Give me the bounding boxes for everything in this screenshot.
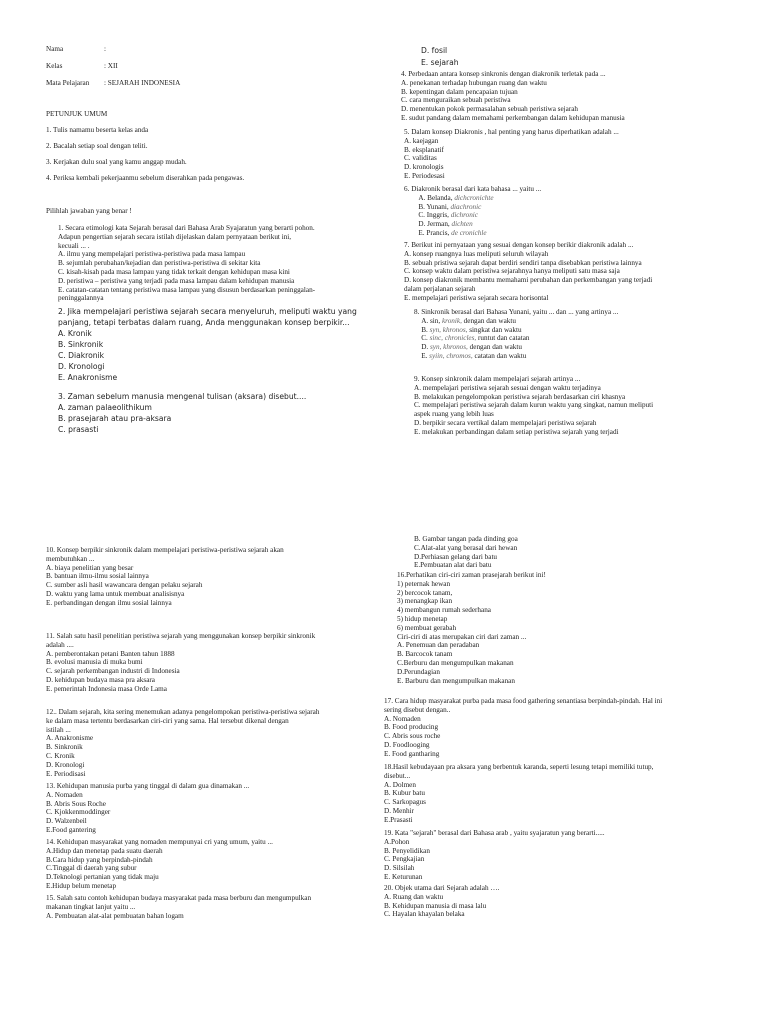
q-option: B.Cara hidup yang berpindah-pindah	[46, 855, 153, 864]
q-option: C.Tinggal di daerah yang subur	[46, 864, 137, 873]
q-line: kecuali ... .	[58, 241, 90, 250]
q-option: A. Nomaden	[46, 790, 83, 799]
petunjuk-item: 4. Periksa kembali pekerjaanmu sebelum diserahkan pada pengawas.	[46, 174, 245, 182]
option-rest: runtut dan catatan	[476, 334, 530, 343]
q-line: makanan tingkat lanjut yaitu ...	[46, 902, 136, 911]
q-option: aspek ruang yang lebih luas	[414, 410, 494, 419]
petunjuk-title: PETUNJUK UMUM	[46, 110, 108, 118]
q-option: C. sejarah perkembangan industri di Indonesia	[46, 667, 180, 676]
q-option: E.Food gantering	[46, 825, 96, 834]
q-option: D.Teknologi pertanian yang tidak maju	[46, 873, 159, 882]
q-line: 15. Salah satu contoh kehidupan budaya masyarakat pada masa berburu dan mengumpulkan	[46, 894, 312, 902]
q-option: C.Berburu dan mengumpulkan makanan	[397, 658, 514, 667]
q-line: 10. Konsep berpikir sinkronik dalam mempelajari peristiwa-peristiwa sejarah akan	[46, 546, 284, 554]
q-option: C. Pengkajian	[384, 855, 425, 864]
option-italic: dichronic	[450, 211, 478, 220]
option-italic: sinc, chronicles,	[429, 334, 477, 343]
q-option: E. Anakronisme	[58, 373, 118, 382]
option-label: D. Jerman,	[418, 220, 452, 229]
q-option: D. berpikir secara vertikal dalam mempelajari peristiwa sejarah	[414, 418, 597, 427]
q-line: E. catatan-catatan tentang peristiwa masa lampau yang disusun berdasarkan peninggalan-	[58, 285, 316, 294]
q-option: D. kehidupan budaya masa pra aksara	[46, 675, 155, 684]
q-option: C. Kjokkenmoddinger	[46, 808, 111, 817]
option-rest: dengan dan waktu	[461, 316, 516, 325]
option-label: C.	[421, 334, 430, 343]
q-line: D. peristiwa – peristiwa yang terjadi pada masa lampau dalam kehidupan manusia	[58, 276, 295, 285]
question-16	[397, 571, 737, 685]
q-option: C. sumber asli hasil wawancara dengan pelaku sejarah	[46, 581, 203, 590]
q-item: 6) membuat gerabah	[397, 623, 457, 632]
q-line: C. kisah-kisah pada masa lampau yang tidak terkait dengan kehidupan masa kini	[58, 267, 290, 276]
q-option: E. Periodisasi	[46, 769, 86, 778]
q-line: 12.. Dalam sejarah, kita sering menemukan adanya pengelompokan peristiwa-peristiwa sejarah	[46, 708, 320, 716]
q-line: Adapun pengertian sejarah secara istilah dijelaskan dalam pernyataan berikut ini,	[58, 232, 292, 241]
q-option: B. Kubur batu	[384, 789, 425, 798]
q-line: disebut...	[384, 771, 411, 780]
q-option: B. sebuah pristiwa sejarah dapat berdiri sendiri tanpa disebabkan peristiwa lainnya	[404, 258, 642, 267]
q-option: A. Penemuan dan peradaban	[397, 641, 480, 650]
q-option: B. Sinkronik	[46, 743, 83, 752]
q-line: Ciri-ciri di atas merupakan ciri dari zaman ...	[397, 632, 527, 641]
q-option: B. Kehidupan manusia di masa lalu	[384, 901, 487, 910]
q-option: A. zaman palaeolithikum	[58, 403, 152, 412]
nama-label: Nama	[46, 45, 64, 53]
petunjuk-item: 3. Kerjakan dulu soal yang kamu anggap mudah.	[46, 158, 187, 166]
q-line: 16.Perhatikan ciri-ciri zaman prasejarah berikut ini!	[397, 571, 546, 579]
q-option: D. Kronologi	[58, 362, 105, 371]
q-option: B. kepentingan dalam pencapaian tujuan	[401, 87, 518, 96]
question-3	[58, 391, 388, 435]
q-option: D. Silsilah	[384, 864, 415, 873]
q-option: E. Food gantharing	[384, 749, 440, 758]
question-4	[401, 70, 741, 123]
q-line: A. ilmu yang mempelajari peristiwa-peristiwa pada masa lampau	[58, 250, 246, 259]
q-line: peninggalannya	[58, 294, 104, 303]
q-option: B. evolusi manusia di muka bumi	[46, 658, 143, 667]
option-italic: diachronic	[450, 202, 482, 211]
instruction: Pilihlah jawaban yang benar !	[46, 207, 132, 215]
q-option: C. validitas	[404, 154, 437, 163]
q-line: 13. Kehidupan manusia purba yang tinggal di dalam gua dinamakan ...	[46, 782, 250, 790]
q-option: C. Abris sous roche	[384, 732, 441, 741]
option-label: C. Inggris,	[418, 211, 451, 220]
q-option: C. konsep waktu dalam peristiwa sejarahnya hanya meliputi satu masa saja	[404, 267, 620, 276]
option-italic: syn, khronos,	[429, 325, 468, 334]
question-6	[404, 185, 744, 238]
q-item: 5) hidup menetap	[397, 614, 448, 623]
question-5	[404, 128, 744, 181]
q-option	[414, 326, 749, 335]
option-label: D.	[421, 343, 430, 352]
question-10	[46, 546, 376, 608]
option-rest: catatan dan waktu	[472, 351, 527, 360]
q-option: E. Periodesasi	[404, 171, 445, 180]
question-2	[58, 306, 388, 383]
question-8	[414, 308, 749, 361]
question-19	[384, 829, 744, 882]
q-option: B. Sinkronik	[58, 340, 104, 349]
q-option: A. biaya penelitian yang besar	[46, 563, 134, 572]
header-row-kelas	[46, 62, 346, 79]
q-option: D. fosil	[421, 46, 448, 55]
option-italic: dichten	[451, 220, 473, 229]
question-14	[46, 838, 376, 891]
q-option: B. eksplanatif	[404, 145, 444, 154]
mapel-value: : SEJARAH INDONESIA	[104, 79, 181, 87]
header-row-nama	[46, 45, 346, 62]
q-option: C. prasasti	[58, 425, 99, 434]
q-option: E. mempelajari peristiwa sejarah secara horisontal	[404, 293, 549, 302]
q-option: D. menentukan pokok permasalahan sebuah peristiwa sejarah	[401, 105, 579, 114]
q-option: E.Hidup belum menetap	[46, 881, 117, 890]
question-15-continued	[414, 535, 734, 570]
q-option	[404, 229, 744, 238]
q-option: A.Hidup dan menetap pada suatu daerah	[46, 846, 163, 855]
q-option: C. Diakronik	[58, 351, 105, 360]
q-item: 4) membangun rumah sederhana	[397, 606, 492, 615]
question-7	[404, 241, 749, 303]
q-option: C. Sarkopagus	[384, 798, 426, 807]
q-option: E. Keturunan	[384, 872, 423, 881]
question-17	[384, 697, 744, 759]
q-option: C.Alat-alat yang berasal dari hewan	[414, 543, 518, 552]
q-option: D. Foodlooging	[384, 740, 430, 749]
option-label: B.	[421, 325, 430, 334]
q-item: 2) bercocok tanam,	[397, 588, 453, 597]
q-option: B. Penyelidikan	[384, 846, 430, 855]
option-label: B. Yunani,	[418, 202, 451, 211]
petunjuk-item: 1. Tulis namamu beserta kelas anda	[46, 126, 149, 134]
q-option: D.Perundagian	[397, 667, 440, 676]
q-line: 9. Konsep sinkronik dalam mempelajari sejarah artinya ...	[414, 375, 581, 383]
q-option: C. cara menguraikan sebuah peristiwa	[401, 96, 511, 105]
q-option	[404, 203, 744, 212]
q-line: 5. Dalam konsep Diakronis , hal penting yang harus diperhatikan adalah ...	[404, 128, 619, 136]
question-18	[384, 763, 744, 825]
q-option: C. Hayalan khayalan belaka	[384, 910, 465, 919]
q-line: membutuhkan ...	[46, 554, 95, 563]
q-option	[404, 211, 744, 220]
q-option: C. mempelajari peristiwa sejarah dalam kurun waktu yang singkat, namun meliputi	[414, 401, 654, 410]
option-label: A. sin,	[421, 316, 442, 325]
q-line: B. sejumlah perubahan/kejadian dan peristiwa-peristiwa di sekitar kita	[58, 259, 261, 268]
q-line: 17. Cara hidup masyarakat purba pada masa food gathering senantiasa berpindah-pindah. Hal ini	[384, 697, 663, 705]
q-option: E.Prasasti	[384, 815, 413, 824]
question-12	[46, 708, 376, 778]
q-option: E. pemerintah Indonesia masa Orde Lama	[46, 684, 167, 693]
q-option: dalam perjalanan sejarah	[404, 284, 476, 293]
q-line: 3. Zaman sebelum manusia mengenal tulisan (aksara) disebut....	[58, 392, 307, 401]
q-option: A. Pembuatan alat-alat pembuatan bahan logam	[46, 911, 184, 920]
option-italic: de cronichle	[451, 228, 487, 237]
q-option: A. penekanan terhadap hubungan ruang dan waktu	[401, 78, 547, 87]
q-option	[404, 194, 744, 203]
question-3-continued	[421, 45, 541, 69]
header-fields	[46, 45, 346, 96]
q-line: 18.Hasil kebudayaan pra aksara yang berbentuk karanda, seperti lesung tetapi memiliki tutup,	[384, 763, 654, 771]
q-line: ke dalam masa tertentu berdasarkan ciri-ciri yang sama. Hal tersebut dikenal dengan	[46, 716, 289, 725]
option-italic: syiin, chromos,	[429, 351, 473, 360]
option-italic: syn, khronos,	[429, 343, 468, 352]
q-option: A. Dolmen	[384, 780, 416, 789]
option-italic: kronik,	[441, 316, 462, 325]
kelas-value: : XII	[104, 62, 118, 70]
q-line: panjang, tetapi terbatas dalam ruang, Anda menggunakan konsep berpikir...	[58, 318, 350, 327]
q-line: 7. Berikut ini pernyataan yang sesuai dengan konsep berikir diakronik adalah ...	[404, 241, 634, 249]
q-option: A. kaejagan	[404, 136, 439, 145]
q-line: 1. Secara etimologi kata Sejarah berasal dari Bahasa Arab Syajaratun yang berarti pohon.	[58, 224, 315, 232]
q-option: E. sejarah	[421, 58, 459, 67]
q-option: B. Barcocok tanam	[397, 650, 453, 659]
q-item: 3) menangkap ikan	[397, 597, 453, 606]
q-option: A.Pohon	[384, 837, 410, 846]
q-item: 1) peternak hewan	[397, 579, 451, 588]
q-option: D.Perhiasan gelang dari batu	[414, 552, 498, 561]
q-option: B. melakukan pengelompokan peristiwa sejarah berdasarkan ciri khasnya	[414, 392, 626, 401]
question-11	[46, 632, 376, 694]
question-9	[414, 375, 749, 437]
option-rest: dengan dan waktu	[467, 343, 522, 352]
q-option: A. pemberontakan petani Banten tahun 1888	[46, 649, 175, 658]
q-line: 6. Diakronik berasal dari kata bahasa ... yaitu ...	[404, 185, 542, 193]
option-label: E.	[421, 351, 430, 360]
q-line: adalah ....	[46, 640, 74, 649]
question-13	[46, 782, 376, 835]
q-line: 20. Objek utama dari Sejarah adalah ….	[384, 884, 500, 892]
q-option	[404, 220, 744, 229]
q-option: E.Pembuatan alat dari batu	[414, 561, 492, 570]
q-option	[414, 317, 749, 326]
nama-value: :	[104, 45, 106, 53]
q-line: istilah ...	[46, 725, 71, 734]
header-row-mapel	[46, 79, 346, 96]
petunjuk-item: 2. Bacalah setiap soal dengan teliti.	[46, 142, 148, 150]
q-option: A. Nomaden	[384, 714, 421, 723]
q-option: D. Walzenbeil	[46, 817, 87, 826]
q-line: sering disebut dengan..	[384, 705, 451, 714]
kelas-label: Kelas	[46, 62, 63, 70]
q-option: D. Menhir	[384, 806, 414, 815]
q-option: B. Gambar tangan pada dinding goa	[414, 535, 518, 543]
q-line: 2. Jika mempelajari peristiwa sejarah secara menyeluruh, meliputi waktu yang	[58, 307, 357, 316]
q-option: D. konsep diakronik membantu memahami perubahan dan perkembangan yang terjadi	[404, 276, 653, 285]
q-line: 11. Salah satu hasil penelitian peristiwa sejarah yang menggunakan konsep berpikir sinkronik	[46, 632, 316, 640]
q-option: E. melakukan perbandingan dalam setiap peristiwa sejarah yang terjadi	[414, 427, 619, 436]
mapel-label: Mata Pelajaran	[46, 79, 90, 87]
q-option: D. Kronologi	[46, 760, 85, 769]
q-option: D. waktu yang lama untuk membuat analisisnya	[46, 589, 185, 598]
q-option: A. mempelajari peristiwa sejarah sesuai dengan waktu terjadinya	[414, 383, 601, 392]
option-rest: singkat dan waktu	[467, 325, 522, 334]
q-option: B. Food producing	[384, 723, 439, 732]
question-1	[58, 224, 388, 303]
q-option: B. prasejarah atau pra-aksara	[58, 414, 172, 423]
q-option: A. Ruang dan waktu	[384, 892, 444, 901]
q-line: 4. Perbedaan antara konsep sinkronis dengan diakronik terletak pada ...	[401, 70, 606, 78]
option-label: A. Belanda,	[418, 193, 455, 202]
q-option: D. kronologis	[404, 163, 444, 172]
q-option: B. Abris Sous Roche	[46, 799, 106, 808]
q-line: 19. Kata "sejarah" berasal dari Bahasa arab , yaitu syajaratun yang berarti.....	[384, 829, 605, 837]
q-option: B. bantuan ilmu-ilmu sosial lainnya	[46, 572, 149, 581]
question-15	[46, 894, 376, 920]
q-option: A. konsep ruangnya luas meliputi seluruh wilayah	[404, 249, 549, 258]
option-label: E. Prancis,	[418, 228, 452, 237]
q-option	[414, 343, 749, 352]
q-option: A. Anakronisme	[46, 734, 94, 743]
q-option: A. Kronik	[58, 329, 92, 338]
q-option	[414, 334, 749, 343]
q-option: E. sudut pandang dalam memahami perkembangan dalam kehidupan manusia	[401, 113, 625, 122]
q-option	[414, 352, 749, 361]
option-italic: dichcronichte	[454, 193, 494, 202]
q-line: 8. Sinkronik berasal dari Bahasa Yunani, yaitu ... dan ... yang artinya ...	[414, 308, 619, 316]
petunjuk-section	[46, 110, 376, 190]
q-option: E. perbandingan dengan ilmu sosial lainnya	[46, 598, 172, 607]
q-line: 14. Kehidupan masyarakat yang nomaden mempunyai cri yang umum, yaitu ...	[46, 838, 273, 846]
q-option: E. Barburu dan mengumpulkan makanan	[397, 676, 515, 685]
q-option: C. Kronik	[46, 751, 75, 760]
question-20	[384, 884, 744, 919]
